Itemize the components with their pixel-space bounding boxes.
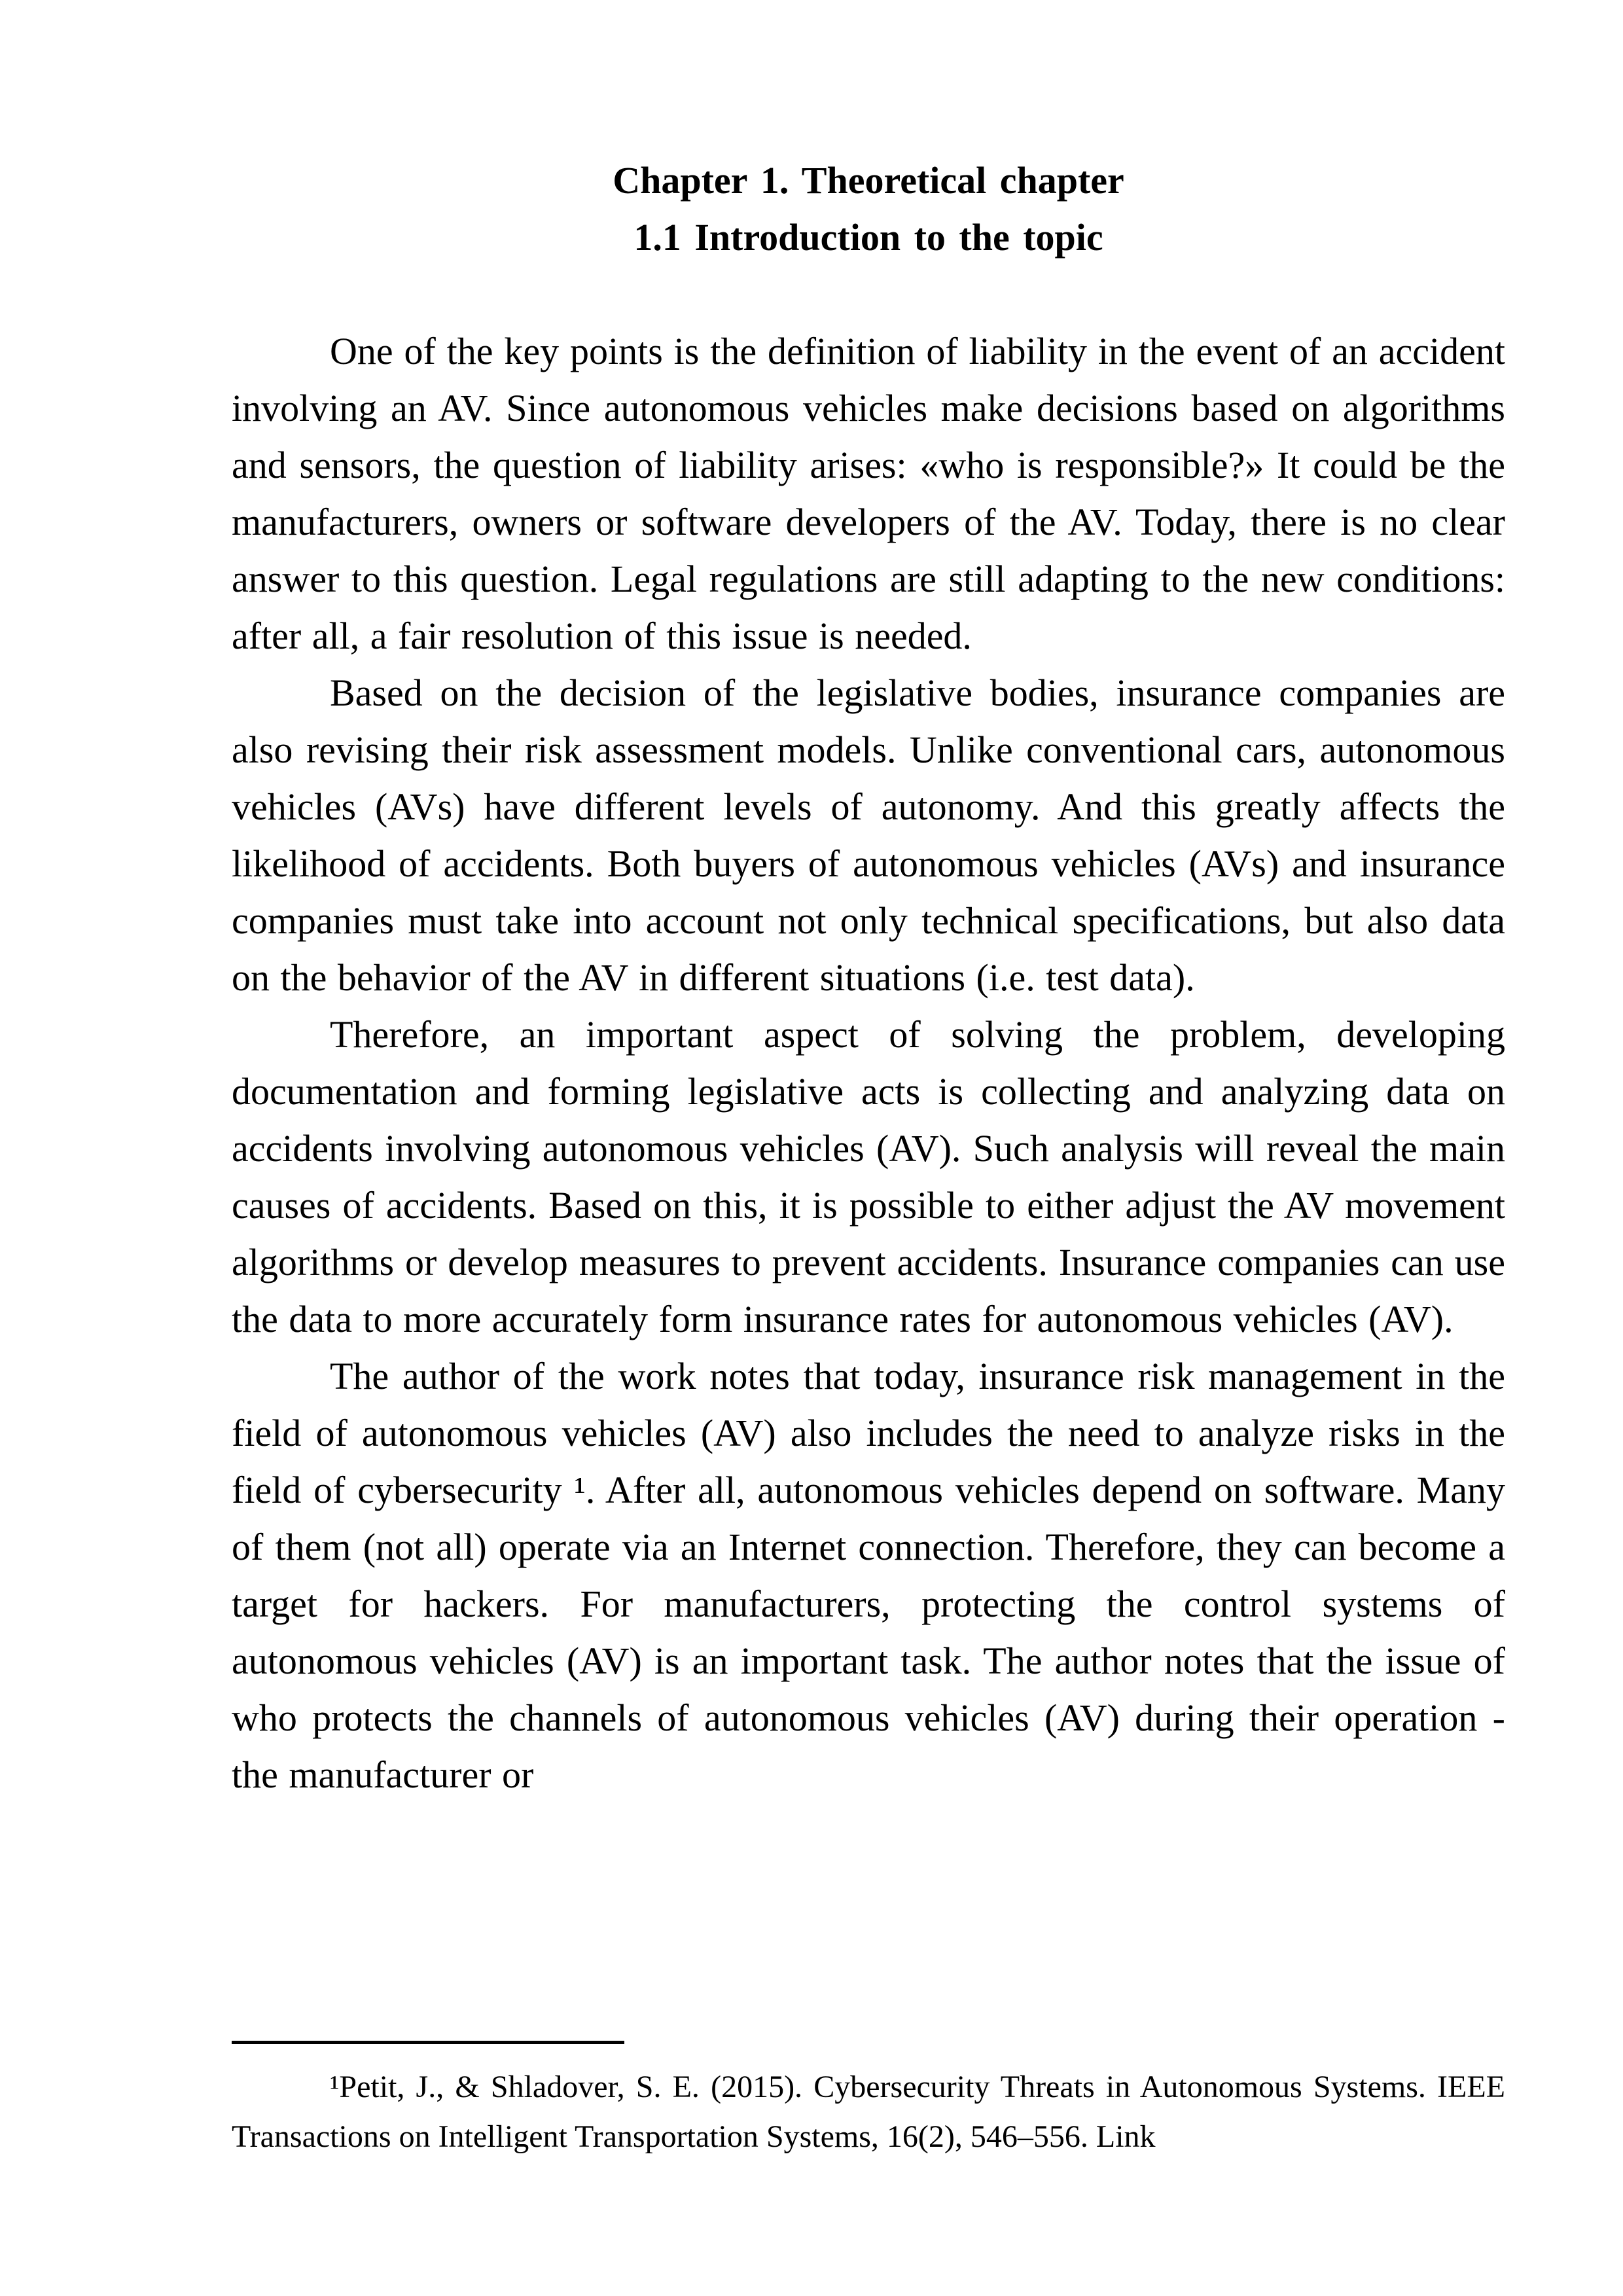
footnote-citation: ¹Petit, J., & Shladover, S. E. (2015). Cybersecurity Threats in Autonomous Systems. IEEE Transactions on Intelligent Transportation Systems, 16(2), 546–556. bbox=[232, 2070, 1505, 2154]
chapter-heading: Chapter 1. Theoretical chapter bbox=[613, 159, 1124, 202]
paragraph-insurance-models: Based on the decision of the legislative bodies, insurance companies are also revising their risk assessment models. Unlike conventional cars, autonomous vehicles (AVs) have different levels of autonomy. And this greatly affects the likelihood of accidents. Both buyers of autonomous vehicles (AVs) and insurance companies must take into account not only technical specifications, but also data on the behavior of the AV in different situations (i.e. test data). bbox=[232, 672, 1505, 999]
footnote-link[interactable]: Link bbox=[1096, 2119, 1156, 2154]
footnote-separator bbox=[232, 2041, 624, 2044]
footnote-area bbox=[232, 2041, 1505, 2162]
paragraph-liability: One of the key points is the definition of liability in the event of an accident involving an AV. Since autonomous vehicles make decisions based on algorithms and sensors, the question of liability arises: «who is responsible?» It could be the manufacturers, owners or software developers of the AV. Today, there is no clear answer to this question. Legal regulations are still adapting to the new conditions: after all, a fair resolution of this issue is needed. bbox=[232, 330, 1505, 657]
headings bbox=[232, 152, 1505, 266]
footnote bbox=[232, 2062, 1505, 2162]
paragraph-data-analysis: Therefore, an important aspect of solving the problem, developing documentation and forming legislative acts is collecting and analyzing data on accidents involving autonomous vehicles (AV). Such analysis will reveal the main causes of accidents. Based on this, it is possible to either adjust the AV movement algorithms or develop measures to prevent accidents. Insurance companies can use the data to more accurately form insurance rates for autonomous vehicles (AV). bbox=[232, 1013, 1505, 1340]
section-heading: 1.1 Introduction to the topic bbox=[633, 216, 1103, 259]
paragraph-cybersecurity: The author of the work notes that today, insurance risk management in the field of autonomous vehicles (AV) also includes the need to analyze risks in the field of cybersecurity ¹. After all, autonomous vehicles depend on software. Many of them (not all) operate via an Internet connection. Therefore, they can become a target for hackers. For manufacturers, protecting the control systems of autonomous vehicles (AV) is an important task. The author notes that the issue of who protects the channels of autonomous vehicles (AV) during their operation - the manufacturer or bbox=[232, 1355, 1505, 1796]
